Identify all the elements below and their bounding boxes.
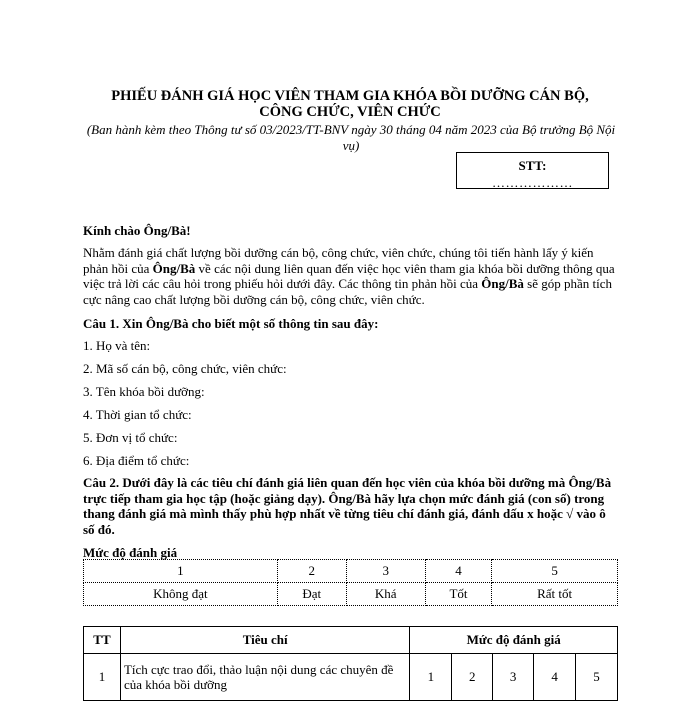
header-tt: TT bbox=[84, 627, 121, 654]
scale-label: Khá bbox=[346, 583, 425, 606]
scale-label-row bbox=[84, 583, 618, 606]
q1-item-code: 2. Mã số cán bộ, công chức, viên chức: bbox=[83, 361, 287, 376]
scale-number: 3 bbox=[346, 560, 425, 583]
question-2-title: Câu 2. Dưới đây là các tiêu chí đánh giá liên quan đến học viên của khóa bồi dưỡng mà Ông/Bà trực tiếp tham gia học tập (hoặc giảng dạy). Ông/Bà hãy lựa chọn mức đánh giá (con số) trong thang đánh giá mà mình thấy phù hợp nhất về từng tiêu chí đánh giá, đánh dấu x hoặc √ vào ô số đó. bbox=[83, 475, 612, 537]
scale-number: 1 bbox=[84, 560, 278, 583]
table-row bbox=[84, 654, 618, 701]
stt-label: STT: bbox=[518, 158, 547, 173]
intro-text-1: Nhằm đánh giá chất lượng bồi dưỡng cán bộ, công chức, viên chức, chúng tôi tiến hành lấy ý kiến phản hồi của bbox=[83, 245, 594, 276]
row-tt: 1 bbox=[84, 654, 121, 701]
scale-label: Rất tốt bbox=[492, 583, 618, 606]
rating-scale-table bbox=[83, 559, 618, 606]
score-cell-1[interactable]: 1 bbox=[410, 654, 452, 701]
question-1-title: Câu 1. Xin Ông/Bà cho biết một số thông tin sau đây: bbox=[83, 316, 379, 331]
q1-item-unit: 5. Đơn vị tổ chức: bbox=[83, 430, 178, 445]
scale-number: 5 bbox=[492, 560, 618, 583]
greeting: Kính chào Ông/Bà! bbox=[83, 223, 191, 238]
header-criterion: Tiêu chí bbox=[120, 627, 409, 654]
scale-number: 4 bbox=[425, 560, 491, 583]
document-title: PHIẾU ĐÁNH GIÁ HỌC VIÊN THAM GIA KHÓA BỒI DƯỠNG CÁN BỘ, CÔNG CHỨC, VIÊN CHỨC bbox=[111, 88, 589, 120]
q1-item-location: 6. Địa điểm tổ chức: bbox=[83, 453, 190, 468]
q1-item-course: 3. Tên khóa bồi dưỡng: bbox=[83, 384, 205, 399]
criteria-table bbox=[83, 626, 618, 701]
score-cell-2[interactable]: 2 bbox=[452, 654, 493, 701]
header-rating: Mức độ đánh giá bbox=[410, 627, 618, 654]
stt-box bbox=[456, 152, 609, 189]
scale-label: Đạt bbox=[277, 583, 346, 606]
q1-item-time: 4. Thời gian tổ chức: bbox=[83, 407, 192, 422]
intro-text-3: sẽ góp phần tích cực nâng cao chất lượng bồi dưỡng cán bộ, công chức, viên chức. bbox=[83, 276, 613, 307]
scale-label: Tốt bbox=[425, 583, 491, 606]
stt-value: ……………… bbox=[492, 175, 573, 190]
scale-label: Không đạt bbox=[84, 583, 278, 606]
q1-item-name: 1. Họ và tên: bbox=[83, 338, 151, 353]
score-cell-4[interactable]: 4 bbox=[534, 654, 576, 701]
scale-number: 2 bbox=[277, 560, 346, 583]
intro-bold-2: Ông/Bà bbox=[481, 276, 524, 291]
document-subtitle: (Ban hành kèm theo Thông tư số 03/2023/TT-BNV ngày 30 tháng 04 năm 2023 của Bộ trưởng Bộ Nội vụ) bbox=[86, 122, 616, 153]
criteria-header-row bbox=[84, 627, 618, 654]
score-cell-5[interactable]: 5 bbox=[576, 654, 618, 701]
score-cell-3[interactable]: 3 bbox=[493, 654, 534, 701]
intro-text-2: về các nội dung liên quan đến việc học viên tham gia khóa bồi dưỡng thông qua việc trả lời các câu hỏi trong phiếu hỏi dưới đây. Các thông tin phản hồi của bbox=[83, 260, 615, 291]
scale-number-row bbox=[84, 560, 618, 583]
intro-paragraph bbox=[83, 245, 615, 307]
scale-heading: Mức độ đánh giá bbox=[83, 545, 178, 560]
row-criterion: Tích cực trao đổi, thảo luận nội dung các chuyên đề của khóa bồi dưỡng bbox=[120, 654, 409, 701]
intro-bold-1: Ông/Bà bbox=[152, 260, 196, 276]
